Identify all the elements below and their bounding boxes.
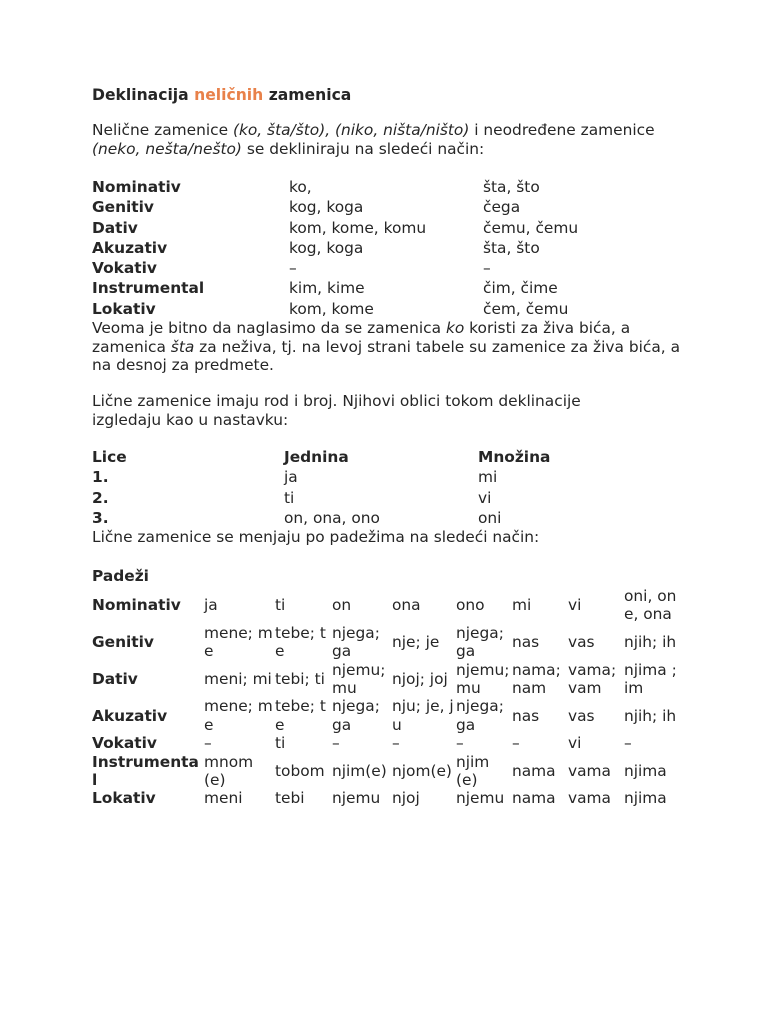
singular-cell: on, ona, ono xyxy=(284,508,380,527)
form-cell: tobom xyxy=(275,761,325,780)
header-cell: Lice xyxy=(92,448,127,466)
table-row xyxy=(92,624,682,661)
ko-form: kog, koga xyxy=(289,198,364,217)
form-cell: njega; ga xyxy=(456,623,504,661)
table-row xyxy=(92,734,682,752)
form-cell: nju; je, ju xyxy=(392,697,454,734)
table-row xyxy=(92,488,550,508)
form-cell: tebe; te xyxy=(275,697,326,734)
form-cell: mene; me xyxy=(204,697,273,734)
case-name: Lokativ xyxy=(92,299,156,318)
form-cell: tebi xyxy=(275,789,305,808)
form-cell: tebi; ti xyxy=(275,669,325,688)
form-cell: nas xyxy=(512,633,540,652)
ko-form: kom, kome xyxy=(289,299,374,318)
declension-table xyxy=(92,177,578,319)
table-row xyxy=(92,258,578,278)
table-row xyxy=(92,278,578,298)
sta-form: šta, što xyxy=(483,178,540,196)
sta-form: čemu, čemu xyxy=(483,218,579,237)
form-cell: ti xyxy=(275,734,286,753)
ko-form: kog, koga xyxy=(289,238,364,257)
form-cell: njih; ih xyxy=(624,633,677,652)
form-cell: nama; nam xyxy=(512,660,561,698)
case-name: Instrumental xyxy=(92,752,199,790)
table-row xyxy=(92,238,578,258)
cases-table xyxy=(92,587,682,808)
form-cell: ona xyxy=(392,596,421,615)
title-text-end: zamenica xyxy=(263,86,352,104)
form-cell: – xyxy=(512,734,520,753)
form-cell: njemu xyxy=(456,789,505,808)
table-row xyxy=(92,661,682,698)
form-cell: njega; ga xyxy=(456,697,504,734)
form-cell: njima xyxy=(624,761,667,780)
form-cell: – xyxy=(392,734,400,753)
sta-form: čim, čime xyxy=(483,279,558,298)
table-row xyxy=(92,789,682,807)
table-row xyxy=(92,467,550,487)
ko-form: ko, xyxy=(289,178,312,196)
singular-cell: ti xyxy=(284,488,295,507)
case-name: Instrumental xyxy=(92,279,205,298)
form-cell: vi xyxy=(568,734,582,753)
form-cell: njega; ga xyxy=(332,697,380,734)
form-cell: njima xyxy=(624,789,667,808)
form-cell: meni xyxy=(204,789,243,808)
sta-form: šta, što xyxy=(483,238,540,257)
sta-form: čega xyxy=(483,198,521,217)
form-cell: oni, one, ona xyxy=(624,587,677,624)
case-name: Genitiv xyxy=(92,198,154,217)
form-cell: mnom(e) xyxy=(204,752,254,790)
table-row xyxy=(92,299,578,319)
form-cell: vas xyxy=(568,706,595,725)
form-cell: vas xyxy=(568,633,595,652)
person-table-header xyxy=(92,447,550,467)
person-number: 2. xyxy=(92,488,109,507)
form-cell: – xyxy=(624,734,632,753)
form-cell: njoj xyxy=(392,789,420,808)
form-cell: njemu xyxy=(332,789,381,808)
header-cell: Množina xyxy=(478,448,551,466)
case-name: Vokativ xyxy=(92,734,157,753)
case-name: Vokativ xyxy=(92,259,157,278)
plural-cell: vi xyxy=(478,488,492,507)
form-cell: nama xyxy=(512,761,556,780)
sta-form: – xyxy=(483,259,491,278)
page-title xyxy=(92,86,351,104)
form-cell: nama xyxy=(512,789,556,808)
form-cell: vi xyxy=(568,596,582,615)
form-cell: njih; ih xyxy=(624,706,677,725)
form-cell: njima ; im xyxy=(624,660,677,698)
person-number: 3. xyxy=(92,508,109,527)
form-cell: njom(e) xyxy=(392,761,452,780)
table-row xyxy=(92,697,682,734)
form-cell: njemu; mu xyxy=(456,660,510,698)
header-cell: Jednina xyxy=(284,448,349,466)
form-cell: nas xyxy=(512,706,540,725)
form-cell: mene; me xyxy=(204,623,273,661)
form-cell: – xyxy=(204,734,212,753)
person-table xyxy=(92,447,550,528)
person-number: 1. xyxy=(92,468,109,487)
ko-form: – xyxy=(289,259,297,278)
cases-heading: Padeži xyxy=(92,567,149,585)
form-cell: meni; mi xyxy=(204,669,272,688)
form-cell: njemu; mu xyxy=(332,660,386,698)
case-name: Genitiv xyxy=(92,633,154,652)
singular-cell: ja xyxy=(284,468,298,487)
title-text: Deklinacija xyxy=(92,86,195,104)
table-row xyxy=(92,197,578,217)
form-cell: – xyxy=(456,734,464,753)
table-row xyxy=(92,587,682,624)
note-paragraph: Veoma je bitno da naglasimo da se zamenica ko koristi za živa bića, a zamenica šta za neživa, tj. na levoj strani tabele su zamenice za živa bića, a na desnoj za predmete. xyxy=(92,319,680,374)
intro-paragraph: Nelične zamenice (ko, šta/što), (niko, ništa/ništo) i neodređene zamenice (neko, nešta/nešto) se dekliniraju na sledeći način: xyxy=(92,121,655,158)
personal-intro-paragraph: Lične zamenice imaju rod i broj. Njihovi oblici tokom deklinacije izgledaju kao u nastavku: xyxy=(92,392,581,429)
form-cell: vama xyxy=(568,761,611,780)
plural-cell: mi xyxy=(478,468,498,487)
form-cell: mi xyxy=(512,596,532,615)
case-name: Lokativ xyxy=(92,789,156,808)
case-name: Nominativ xyxy=(92,596,181,615)
form-cell: njoj; joj xyxy=(392,669,448,688)
form-cell: vama xyxy=(568,789,611,808)
case-name: Nominativ xyxy=(92,178,181,196)
form-cell: on xyxy=(332,596,352,615)
table-row xyxy=(92,508,550,528)
table-row xyxy=(92,218,578,238)
form-cell: njim(e) xyxy=(332,761,387,780)
case-name: Dativ xyxy=(92,669,138,688)
plural-cell: oni xyxy=(478,508,502,527)
form-cell: vama; vam xyxy=(568,660,617,698)
form-cell: ja xyxy=(204,596,218,615)
sta-form: čem, čemu xyxy=(483,299,569,318)
form-cell: njega; ga xyxy=(332,623,380,661)
case-name: Akuzativ xyxy=(92,238,168,257)
ko-form: kom, kome, komu xyxy=(289,218,427,237)
table-row xyxy=(92,753,682,790)
form-cell: ti xyxy=(275,596,286,615)
form-cell: njim(e) xyxy=(456,752,490,790)
form-cell: ono xyxy=(456,596,485,615)
cases-intro-text: Lične zamenice se menjaju po padežima na sledeći način: xyxy=(92,528,540,546)
form-cell: nje; je xyxy=(392,633,440,652)
title-accent-text: neličnih xyxy=(194,86,264,104)
case-name: Dativ xyxy=(92,218,138,237)
form-cell: – xyxy=(332,734,340,753)
ko-form: kim, kime xyxy=(289,279,365,298)
table-row xyxy=(92,177,578,197)
form-cell: tebe; te xyxy=(275,623,326,661)
case-name: Akuzativ xyxy=(92,706,168,725)
